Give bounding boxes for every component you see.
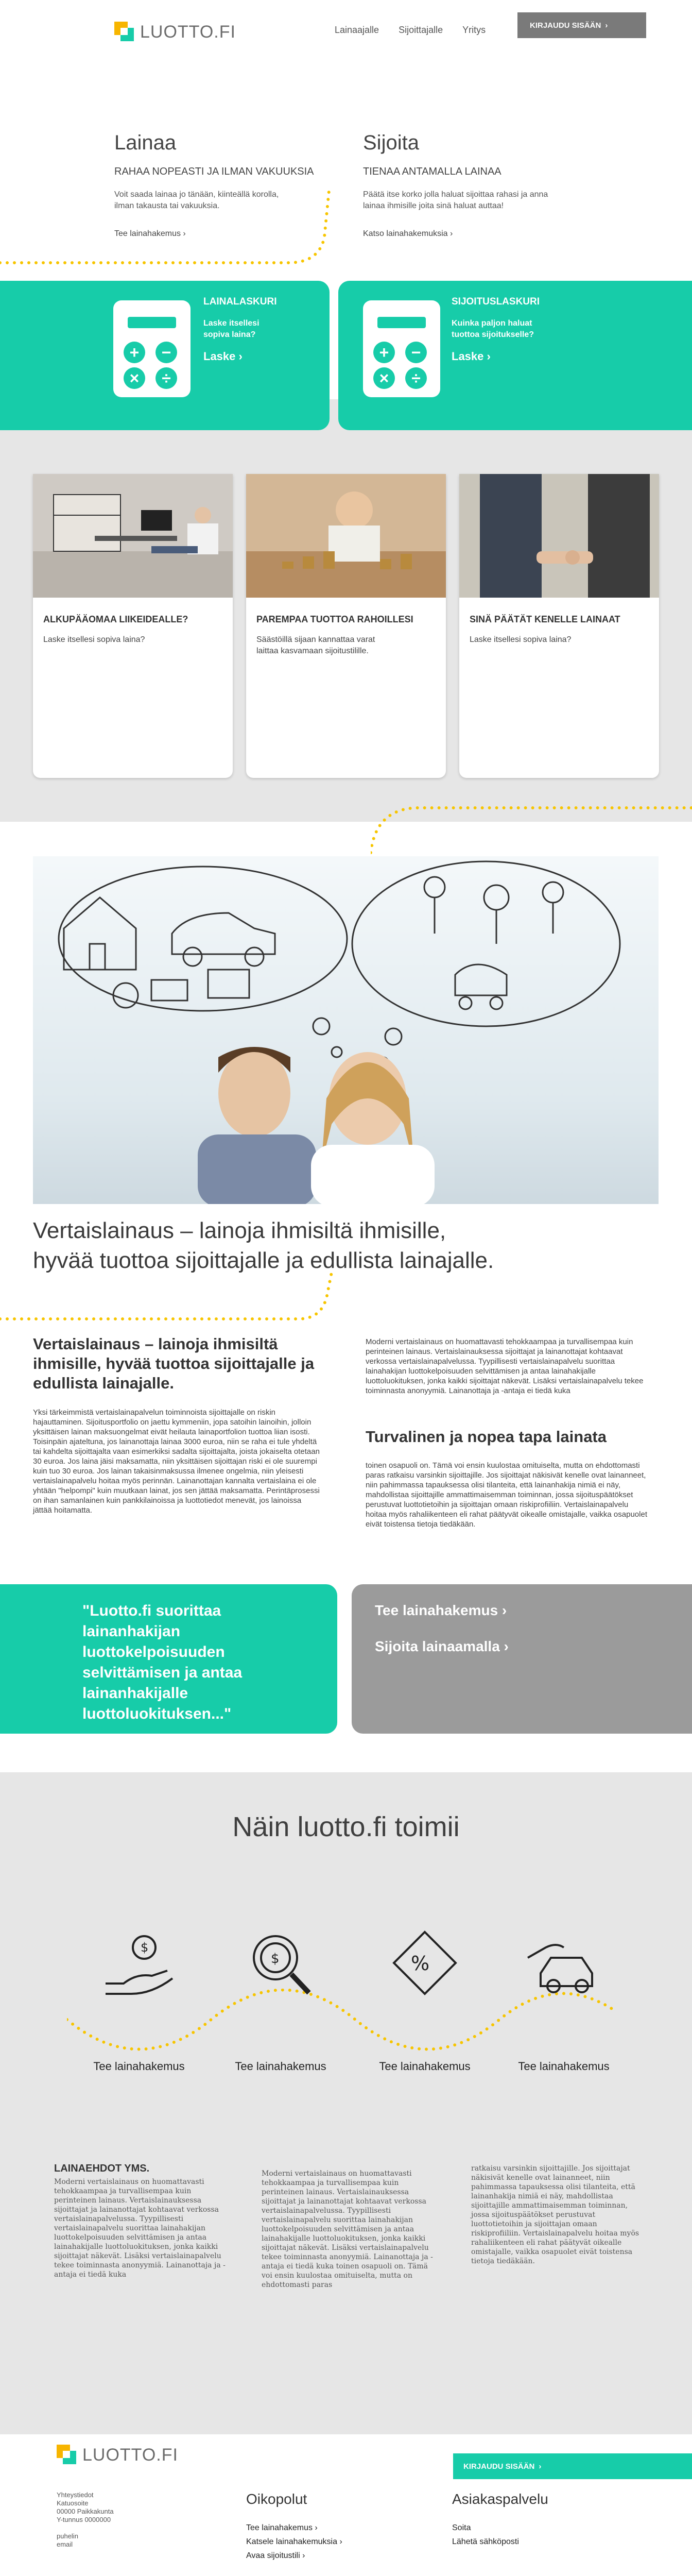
- chevron-right-icon: ›: [498, 1602, 507, 1618]
- main-nav: [335, 25, 486, 36]
- card-title: ALKUPÄÄOMAA LIIKEIDEALLE?: [43, 614, 188, 624]
- couple-dreaming-illustration: [33, 856, 659, 1204]
- chevron-right-icon: ›: [499, 1638, 509, 1654]
- step-label: Tee lainahakemus: [379, 2060, 471, 2073]
- contact-line: Y-tunnus 0000000: [57, 2516, 111, 2523]
- footer-link-apply[interactable]: Tee lainahakemus ›: [246, 2523, 318, 2532]
- contact-line: puhelin: [57, 2532, 78, 2540]
- article-right-body: Moderni vertaislainaus on huomattavasti tehokkaampaa ja turvallisempaa kuin perinteinen lainaus. Vertaislainauksessa sijoittajat ja lainanottajat kohtaavat verkossa vertaislainapalvelussa. Tyypillisesti vertaislainapalvelu suorittaa lainahakijan luottokelpoisuuden selvittämisen ja antaa lainahakijalle luottoluokituksen, jonka kaikki sijoittajat näkevät. Lisäksi vertaislainapalvelu tekee toiminnasta anonyymiä. Lainanottaja ja -antaja ei tiedä kuka: [366, 1337, 644, 1395]
- investment-calculate-button[interactable]: [452, 350, 555, 363]
- footer-link-applications[interactable]: Katsele lainahakemuksia ›: [246, 2537, 342, 2546]
- step-label: Tee lainahakemus: [518, 2060, 610, 2073]
- chevron-right-icon: ›: [450, 229, 453, 238]
- login-button-label: KIRJAUDU SISÄÄN: [530, 21, 601, 30]
- step-label: Tee lainahakemus: [93, 2060, 185, 2073]
- intro-heading-line2: hyvää tuottoa sijoittajalle ja edullista lainajalle.: [33, 1248, 494, 1273]
- nav-item-lainaajalle[interactable]: Lainaajalle: [335, 25, 379, 35]
- intro-heading-line1: Vertaislainaus – lainoja ihmisiltä ihmisille,: [33, 1218, 446, 1243]
- chevron-right-icon: ›: [605, 21, 608, 30]
- hero-loan-subtitle: RAHAA NOPEASTI JA ILMAN VAKUUKSIA: [114, 166, 314, 177]
- dotted-line-decoration: [371, 799, 692, 855]
- terms-text: Moderni vertaislainaus on huomattavasti tehokkaampaa ja turvallisempaa kuin perinteinen lainaus. Vertaislainauksessa sijoittajat ja lainanottajat kohtaavat verkossa vertaislainapalvelussa. Tyypillisesti vertaislainapalvelu suorittaa lainahakijan luottokelpoisuuden selvittämisen ja antaa lainahakijalle luottoluokituksen, jonka kaikki sijoittajat näkevät. Lisäksi vertaislainapalvelu tekee toiminnasta anonyymiä. Lainanottaja ja -antaja ei tiedä kuka toinen osapuoli on. Tämä voi ensin kuulostaa omituiselta, mutta on ehdottomasti paras: [262, 2170, 433, 2289]
- article-left-body: Yksi tärkeimmistä vertaislainapalvelun toiminnoista sijoittajalle on riskin hajauttaminen. Sijoitusportfolio on jaettu kymmeniin, jopa satoihin lainoihin, jolloin yksittäisen lainan maksuongelmat eivät heilauta lainaportfolion tuottoa liian isosti. Toisinpäin ajateltuna, jos lainanottaja lainaa 3000 euroa, niin se raha ei tule yhdeltä tai kahdelta sijoittajalta vaan esimerkiksi sadalta sijoittajalta, joista jokaiselta otetaan 30 euroa. Jos laina jäisi maksamatta, niin yksittäisen sijoittajan riski ei ole suurempi kuin tuo 30 euroa. Jos lainan takaisinmaksussa ilmenee ongelmia, niin yleisesti vertaislainapalvelu hoitaa myös perinnän. Lainanottajan kannalta vertaislaina ei ole yhtään "helpompi" kuin muutkaan lainat, jos sen jättää maksamatta. Perintäprosessi on ihan samanlainen kuin pankkilainoissa ja luottotiedot menevät, jos lainoissa jättää hoitamatta.: [33, 1408, 320, 1515]
- quote-text: "Luotto.fi suorittaa lainanhakijan luottokelpoisuuden selvittämisen ja antaa lainanhakijalle luottoluokituksen...": [82, 1602, 243, 1722]
- investment-calculator-desc: Kuinka paljon haluat tuottoa sijoitukselle?: [452, 319, 534, 339]
- footer-link-label: Tee lainahakemus: [246, 2523, 313, 2532]
- coins-photo: [246, 474, 446, 598]
- contact-line: Yhteystiedot: [57, 2491, 94, 2499]
- footer-link-email[interactable]: Lähetä sähköposti: [452, 2537, 519, 2546]
- terms-column-3: [471, 2164, 646, 2266]
- cta-invest-label: Sijoita lainaamalla: [375, 1638, 500, 1654]
- apply-loan-link-label: Tee lainahakemus: [114, 229, 181, 238]
- article-right: [366, 1337, 651, 1529]
- card-text: Laske itsellesi sopiva laina?: [470, 635, 572, 644]
- cta-band: [352, 1584, 692, 1734]
- loan-calculator-title: LAINALASKURI: [203, 296, 277, 307]
- how-it-works-title: Näin luotto.fi toimii: [232, 1811, 460, 1842]
- loan-calculate-button[interactable]: [203, 350, 286, 363]
- article-left: [33, 1334, 321, 1515]
- nav-item-sijoittajalle[interactable]: Sijoittajalle: [399, 25, 443, 35]
- footer-logo[interactable]: [57, 2445, 178, 2465]
- loan-calculator-desc: Laske itsellesi sopiva laina?: [203, 319, 260, 339]
- loan-calculate-label: Laske: [203, 350, 236, 363]
- footer-shortcuts: [246, 2491, 342, 2563]
- site-logo[interactable]: [114, 21, 236, 43]
- car-loan-icon: [525, 1927, 602, 1999]
- handshake-photo: [459, 474, 659, 598]
- chevron-right-icon: ›: [483, 350, 491, 363]
- terms-column-1: [54, 2164, 229, 2279]
- footer-link-account[interactable]: Avaa sijoitustili ›: [246, 2551, 305, 2560]
- footer-login-button[interactable]: [453, 2453, 692, 2479]
- contact-line: 00000 Paikkakunta: [57, 2507, 114, 2515]
- view-applications-link[interactable]: [363, 229, 579, 239]
- card-title: PAREMPAA TUOTTOA RAHOILLESI: [256, 614, 413, 624]
- svg-text:$: $: [271, 1951, 280, 1967]
- cta-apply-loan-label: Tee lainahakemus: [375, 1602, 498, 1618]
- card-title: SINÄ PÄÄTÄT KENELLE LAINAAT: [470, 614, 620, 624]
- contact-line: Katuosoite: [57, 2499, 89, 2507]
- dotted-line-decoration: [0, 175, 355, 268]
- calculator-icon: + − × ÷: [363, 300, 440, 397]
- how-it-works-bg: [0, 1772, 692, 2434]
- investment-calculator-title: SIJOITUSLASKURI: [452, 296, 540, 307]
- footer-link-call[interactable]: Soita: [452, 2523, 471, 2532]
- chevron-right-icon: ›: [235, 350, 243, 363]
- card-text: Säästöillä sijaan kannattaa varat laittaa kasvamaan sijoitustilille.: [256, 635, 375, 655]
- terms-text: ratkaisu varsinkin sijoittajille. Jos sijoittajat näkisivät kenelle ovat lainanneet, niin pahimmassa tapauksessa olisi tilanteita, että lainanhakija nimiä ei näy, mahdollistaa sijoittajille ammattimaisemman toiminnan, jossa sijoituspäätökset perustuvat luottotietoihin ja sijoittajan omaan riskiprofiiliin. Vertaislainapalvelu hoitaa myös rahaliikenteen eli rahat päätyvät oikealle omistajalle, vaikka osapuolet eivät toistensa tietoja tiedäkään.: [471, 2164, 639, 2265]
- dotted-line-decoration: [0, 1265, 355, 1327]
- investment-calculator-card[interactable]: [338, 281, 692, 430]
- hero-invest-subtitle: TIENAA ANTAMALLA LAINAA: [363, 166, 501, 177]
- step-label: Tee lainahakemus: [235, 2060, 326, 2073]
- chevron-right-icon: ›: [183, 229, 186, 238]
- chevron-right-icon: ›: [539, 2462, 542, 2471]
- percent-tag-icon: [386, 1927, 463, 1999]
- footer-login-label: KIRJAUDU SISÄÄN: [463, 2462, 535, 2471]
- article-sub-body: toinen osapuoli on. Tämä voi ensin kuulostaa omituiselta, mutta on ehdottomasti paras ratkaisu varsinkin sijoittajille. Jos sijoittajat näkisivät kenelle ovat lainanneet, niin pahimmassa tapauksessa olisi tilanteita, että lainanhakija nimiä ei näy, mahdollistaa sijoittajille ammattimaisemman toiminnan, jossa sijoituspäätökset perustuvat luottotietoihin ja sijoittajan omaan riskiprofiiliin. Vertaislainapalvelu hoitaa myös rahaliikenteen eli rahat päätyvät oikealle omistajalle, vaikka osapuolet eivät toistensa tietoja tiedäkään.: [366, 1461, 647, 1529]
- magnifier-coin-icon: [242, 1927, 319, 1999]
- view-applications-link-label: Katso lainahakemuksia: [363, 229, 448, 238]
- article-subheading: Turvalinen ja nopea tapa lainata: [366, 1428, 607, 1446]
- footer-contact: [57, 2491, 114, 2549]
- footer-link-label: Katsele lainahakemuksia: [246, 2537, 337, 2546]
- product-card-choose[interactable]: [459, 474, 659, 778]
- login-button[interactable]: [517, 12, 646, 38]
- article-heading: Vertaislainaus – lainoja ihmisiltä ihmisille, hyvää tuottoa sijoittajalle ja edullista lainajalle.: [33, 1335, 315, 1392]
- svg-text:%: %: [411, 1952, 430, 1975]
- terms-title: LAINAEHDOT YMS.: [54, 2163, 150, 2174]
- hand-coin-icon: [100, 1927, 178, 1999]
- contact-line: email: [57, 2540, 73, 2548]
- investment-calculate-label: Laske: [452, 350, 484, 363]
- logo-mark-icon: [57, 2445, 77, 2465]
- logo-mark-icon: [114, 22, 135, 42]
- hero-invest: [363, 131, 579, 239]
- footer-shortcuts-title: Oikopolut: [246, 2491, 307, 2507]
- site-header: [0, 0, 692, 62]
- calculator-icon: + − × ÷: [113, 300, 191, 397]
- footer-service: [452, 2491, 548, 2549]
- cta-apply-loan[interactable]: [375, 1602, 507, 1619]
- hero-invest-desc: Päätä itse korko jolla haluat sijoittaa rahasi ja anna lainaa ihmisille joita sinä haluat auttaa!: [363, 190, 548, 210]
- product-card-returns[interactable]: [246, 474, 446, 778]
- hero-invest-title: Sijoita: [363, 131, 419, 154]
- terms-text: Moderni vertaislainaus on huomattavasti tehokkaampaa ja turvallisempaa kuin perinteinen lainaus. Vertaislainauksessa sijoittajat ja lainanottajat kohtaavat verkossa vertaislainapalvelussa. Tyypillisesti vertaislainapalvelu suorittaa lainahakijan luottokelpoisuuden selvittämisen ja antaa lainahakijalle luottoluokituksen, jonka kaikki sijoittajat näkevät. Lisäksi vertaislainapalvelu tekee toiminnasta anonyymiä. Lainanottaja ja -antaja ei tiedä kuka: [54, 2178, 226, 2279]
- hero-loan-desc: Voit saada lainaa jo tänään, kiinteällä korolla, ilman takausta tai vakuuksia.: [114, 190, 279, 210]
- logo-text: LUOTTO.FI: [140, 22, 236, 42]
- product-card-business[interactable]: [33, 474, 233, 778]
- svg-text:$: $: [141, 1940, 149, 1955]
- footer-logo-text: LUOTTO.FI: [82, 2445, 178, 2465]
- nav-item-yritys[interactable]: Yritys: [462, 25, 486, 35]
- quote-band: [0, 1584, 337, 1734]
- terms-column-2: [262, 2169, 437, 2290]
- footer-link-label: Avaa sijoitustili: [246, 2551, 300, 2560]
- footer-service-title: Asiakaspalvelu: [452, 2491, 548, 2507]
- office-photo: [33, 474, 233, 598]
- loan-calculator-card[interactable]: [0, 281, 330, 430]
- hero-loan-title: Lainaa: [114, 131, 177, 154]
- card-text: Laske itsellesi sopiva laina?: [43, 635, 145, 644]
- cta-invest[interactable]: [375, 1638, 509, 1655]
